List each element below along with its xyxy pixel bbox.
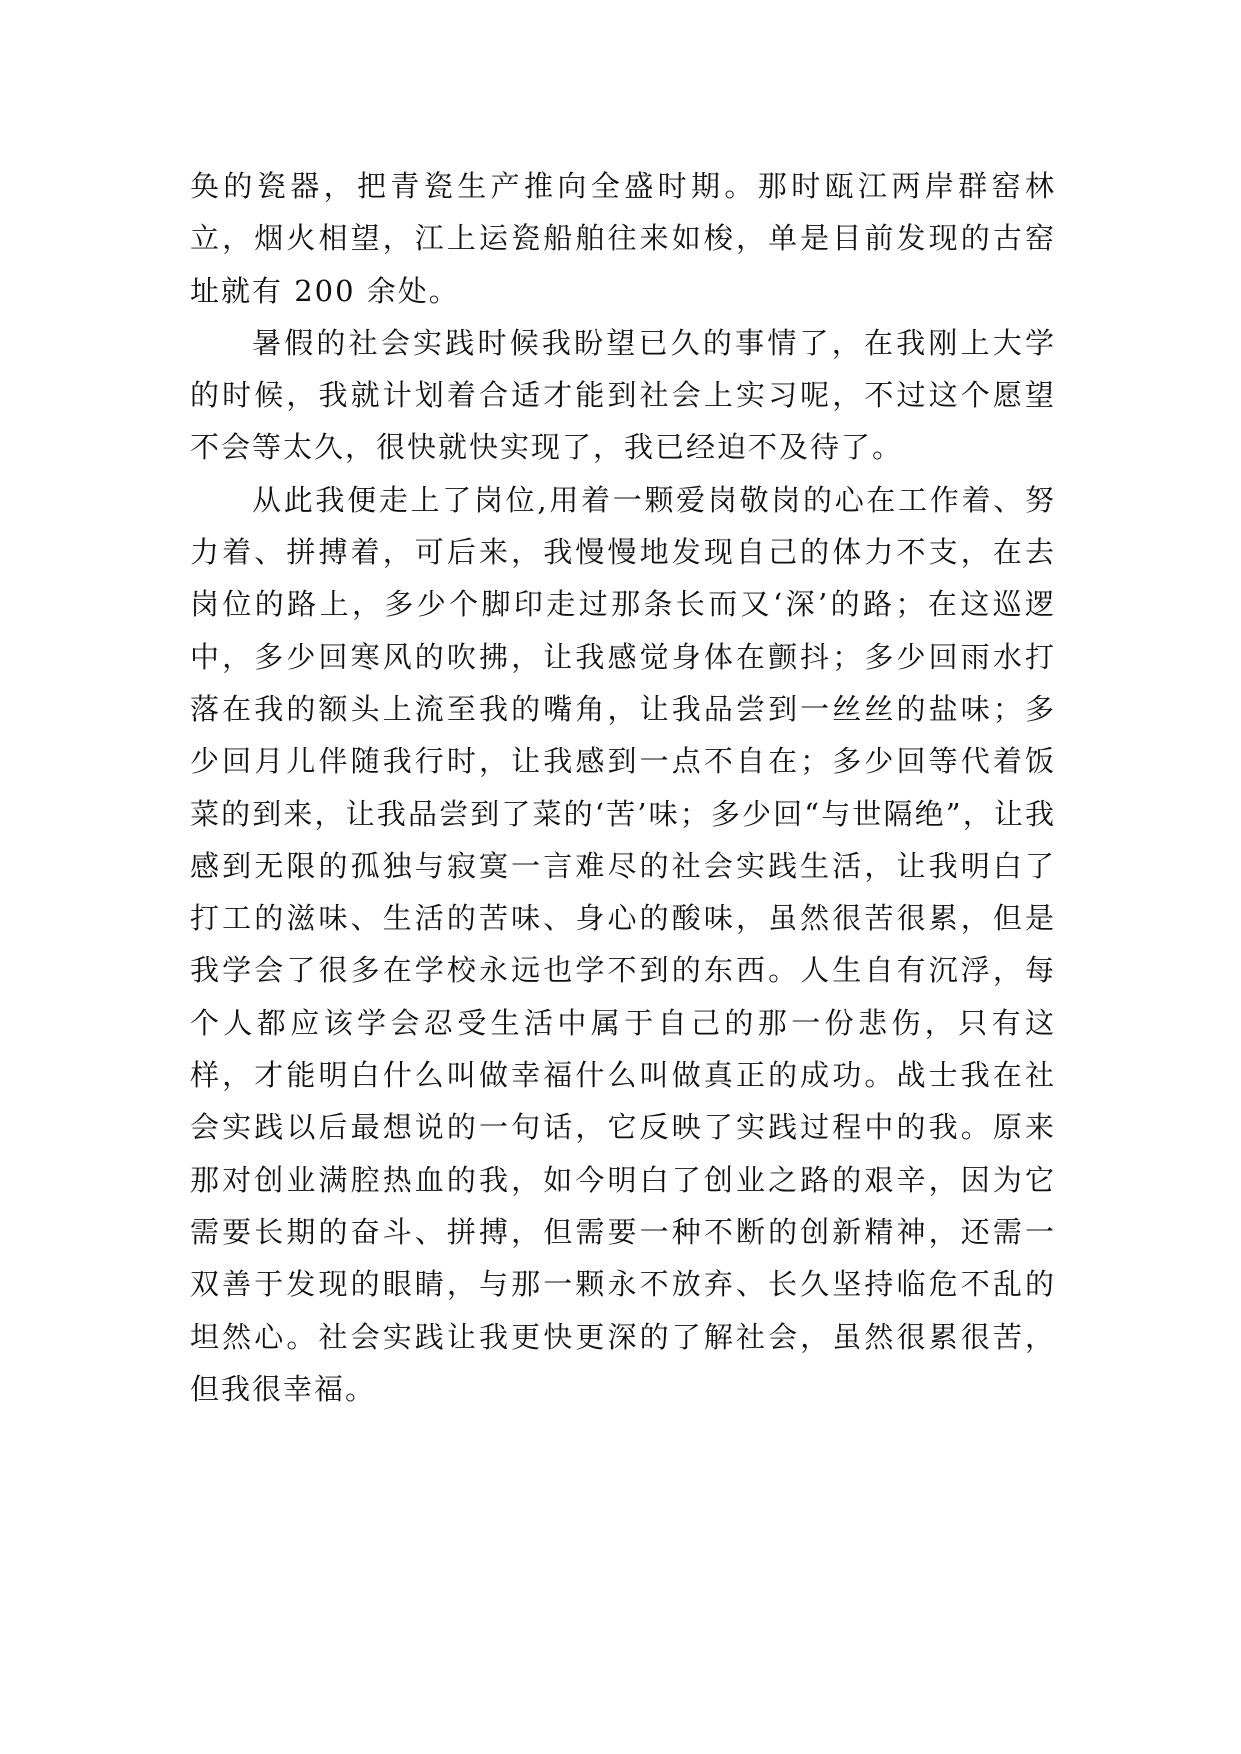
paragraph-continued: 奂的瓷器，把青瓷生产推向全盛时期。那时瓯江两岸群窑林立，烟火相望，江上运瓷船舶往来如梭，单是目前发现的古窑址就有 200 余处。 bbox=[190, 169, 1056, 308]
body-text bbox=[190, 160, 1056, 1415]
paragraph-summer-practice: 暑假的社会实践时候我盼望已久的事情了，在我刚上大学的时候，我就计划着合适才能到社会上实习呢，不过这个愿望不会等太久，很快就快实现了，我已经迫不及待了。 bbox=[190, 325, 1056, 465]
paragraph-work-experience: 从此我便走上了岗位,用着一颗爱岗敬岗的心在工作着、努力着、拼搏着，可后来，我慢慢地发现自己的体力不支，在去岗位的路上，多少个脚印走过那条长而又‘深’的路；在这巡逻中，多少回寒风的吹拂，让我感觉身体在颤抖；多少回雨水打落在我的额头上流至我的嘴角，让我品尝到一丝丝的盐味；多少回月儿伴随我行时，让我感到一点不自在；多少回等代着饭菜的到来，让我品尝到了菜的‘苦’味；多少回“与世隔绝”，让我感到无限的孤独与寂寞一言难尽的社会实践生活，让我明白了打工的滋味、生活的苦味、身心的酸味，虽然很苦很累，但是我学会了很多在学校永远也学不到的东西。人生自有沉浮，每个人都应该学会忍受生活中属于自己的那一份悲伤，只有这样，才能明白什么叫做幸福什么叫做真正的成功。战士我在社会实践以后最想说的一句话，它反映了实践过程中的我。原来那对创业满腔热血的我，如今明白了创业之路的艰辛，因为它需要长期的奋斗、拼搏，但需要一种不断的创新精神，还需一双善于发现的眼睛，与那一颗永不放弃、长久坚持临危不乱的坦然心。社会实践让我更快更深的了解社会，虽然很累很苦，但我很幸福。 bbox=[190, 482, 1056, 1406]
